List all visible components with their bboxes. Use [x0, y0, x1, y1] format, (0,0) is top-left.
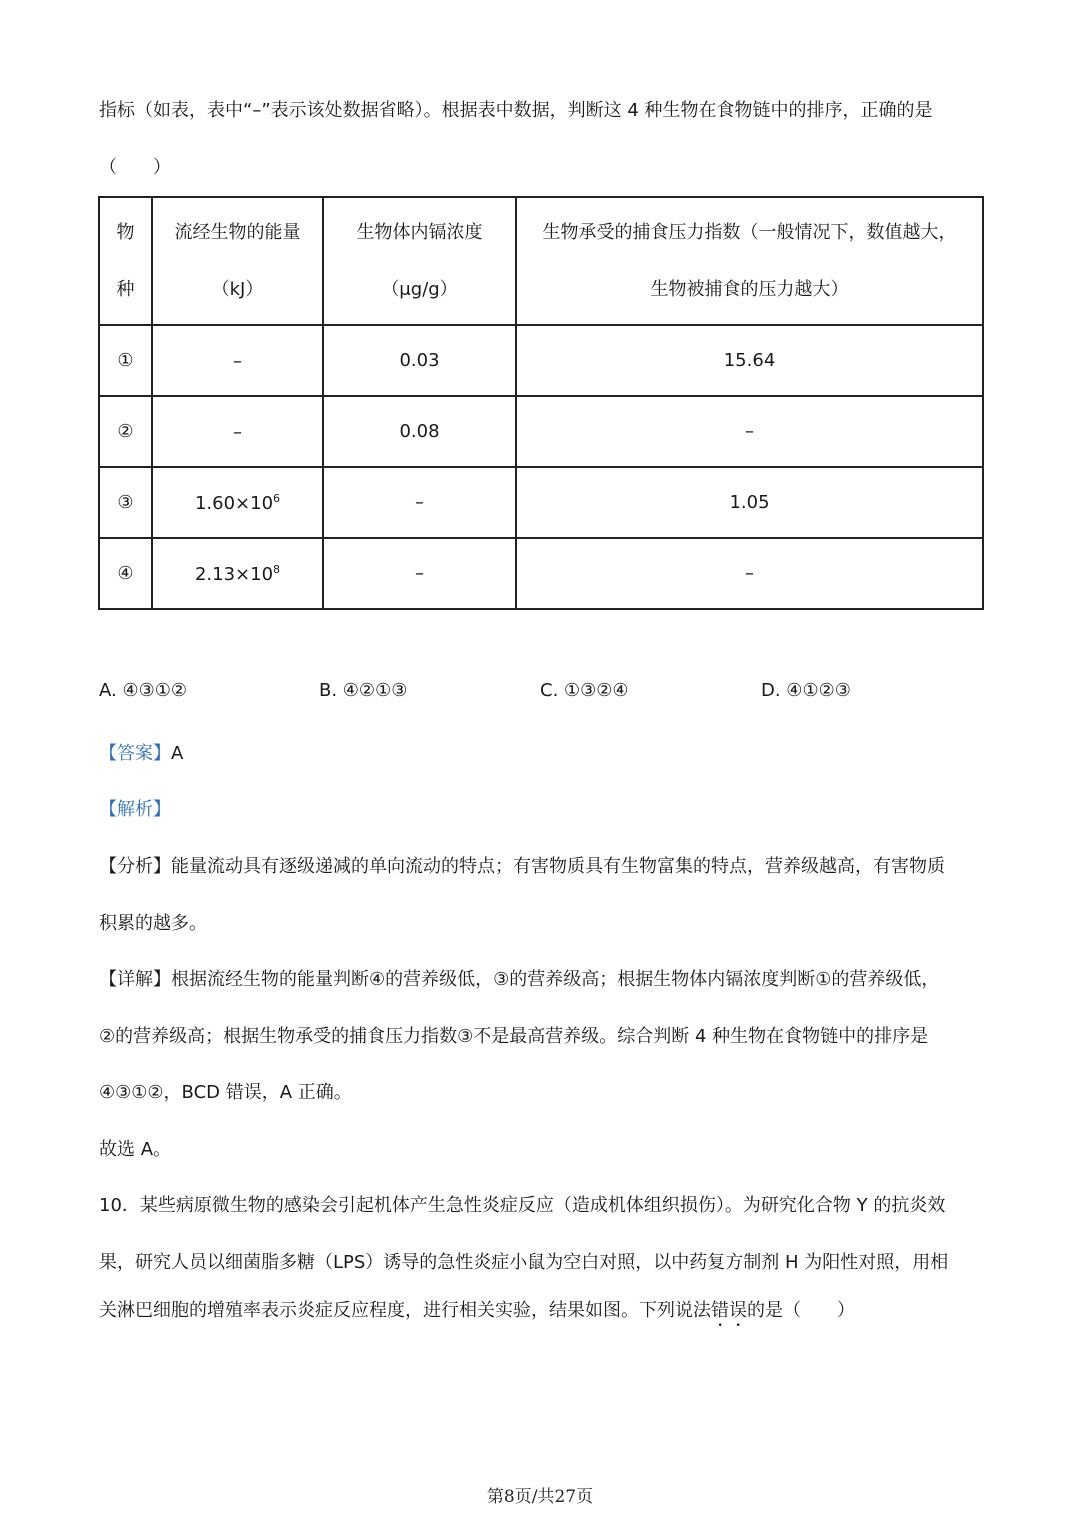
analysis-label: 【解析】 — [99, 799, 171, 820]
data-table — [98, 196, 984, 610]
header-species: 物 种 — [99, 197, 152, 325]
question-10-line-2: 果，研究人员以细菌脂多糖（LPS）诱导的急性炎症小鼠为空白对照，以中药复方制剂 H 为阳性对照，用相 — [99, 1252, 949, 1273]
xiangjie-line-3: ④③①②，BCD 错误，A 正确。 — [99, 1082, 352, 1103]
cell-energy: – — [152, 396, 323, 467]
cell-species: ① — [99, 325, 152, 396]
cell-pressure: – — [516, 396, 983, 467]
header-energy: 流经生物的能量 （kJ） — [152, 197, 323, 325]
cell-pressure: 15.64 — [516, 325, 983, 396]
intro-line-2: （ ） — [99, 157, 171, 178]
conclusion: 故选 A。 — [99, 1139, 172, 1160]
cell-energy: – — [152, 325, 323, 396]
intro-line-1: 指标（如表，表中“–”表示该处数据省略）。根据表中数据，判断这 4 种生物在食物链中的排序，正确的是 — [99, 100, 933, 121]
table-header-row — [99, 197, 983, 325]
page-footer: 第8页/共27页 — [486, 1487, 594, 1507]
xiangjie-line-2: ②的营养级高；根据生物承受的捕食压力指数③不是最高营养级。综合判断 4 种生物在食物链中的排序是 — [99, 1026, 929, 1047]
xiangjie-line-1: 【详解】根据流经生物的能量判断④的营养级低，③的营养级高；根据生物体内镉浓度判断①的营养级低， — [99, 969, 940, 990]
cell-pressure: – — [516, 538, 983, 609]
cell-energy: $1.60\times 10^6$ — [152, 467, 323, 538]
option-c: C. ①③②④ — [540, 680, 629, 701]
option-b: B. ④②①③ — [319, 680, 408, 701]
question-10-line-1: 10．某些病原微生物的感染会引起机体产生急性炎症反应（造成机体组织损伤）。为研究化合物 Y 的抗炎效 — [99, 1195, 946, 1216]
option-a: A. ④③①② — [99, 680, 187, 701]
option-d: D. ④①②③ — [761, 680, 851, 701]
table-row — [99, 538, 983, 609]
header-cadmium: 生物体内镉浓度 （μg/g） — [323, 197, 516, 325]
cell-energy: $2.13\times 10^8$ — [152, 538, 323, 609]
answer-line — [99, 742, 183, 766]
cell-cadmium: – — [323, 467, 516, 538]
table-row — [99, 467, 983, 538]
answer-value: A — [171, 743, 184, 764]
cell-cadmium: – — [323, 538, 516, 609]
answer-label: 【答案】 — [99, 743, 171, 764]
cell-cadmium: 0.03 — [323, 325, 516, 396]
cell-species: ② — [99, 396, 152, 467]
cell-species: ④ — [99, 538, 152, 609]
question-10-line-3: 关淋巴细胞的增殖率表示炎症反应程度，进行相关实验，结果如图。下列说法错误的是（ ） — [99, 1300, 855, 1321]
emphasis-text: 错误 — [711, 1300, 747, 1321]
header-pressure: 生物承受的捕食压力指数（一般情况下，数值越大， 生物被捕食的压力越大） — [516, 197, 983, 325]
cell-species: ③ — [99, 467, 152, 538]
fenxi-line-1: 【分析】能量流动具有逐级递减的单向流动的特点；有害物质具有生物富集的特点，营养级越高，有害物质 — [99, 856, 945, 877]
fenxi-line-2: 积累的越多。 — [99, 913, 207, 934]
cell-pressure: 1.05 — [516, 467, 983, 538]
table-row — [99, 396, 983, 467]
cell-cadmium: 0.08 — [323, 396, 516, 467]
table-row — [99, 325, 983, 396]
